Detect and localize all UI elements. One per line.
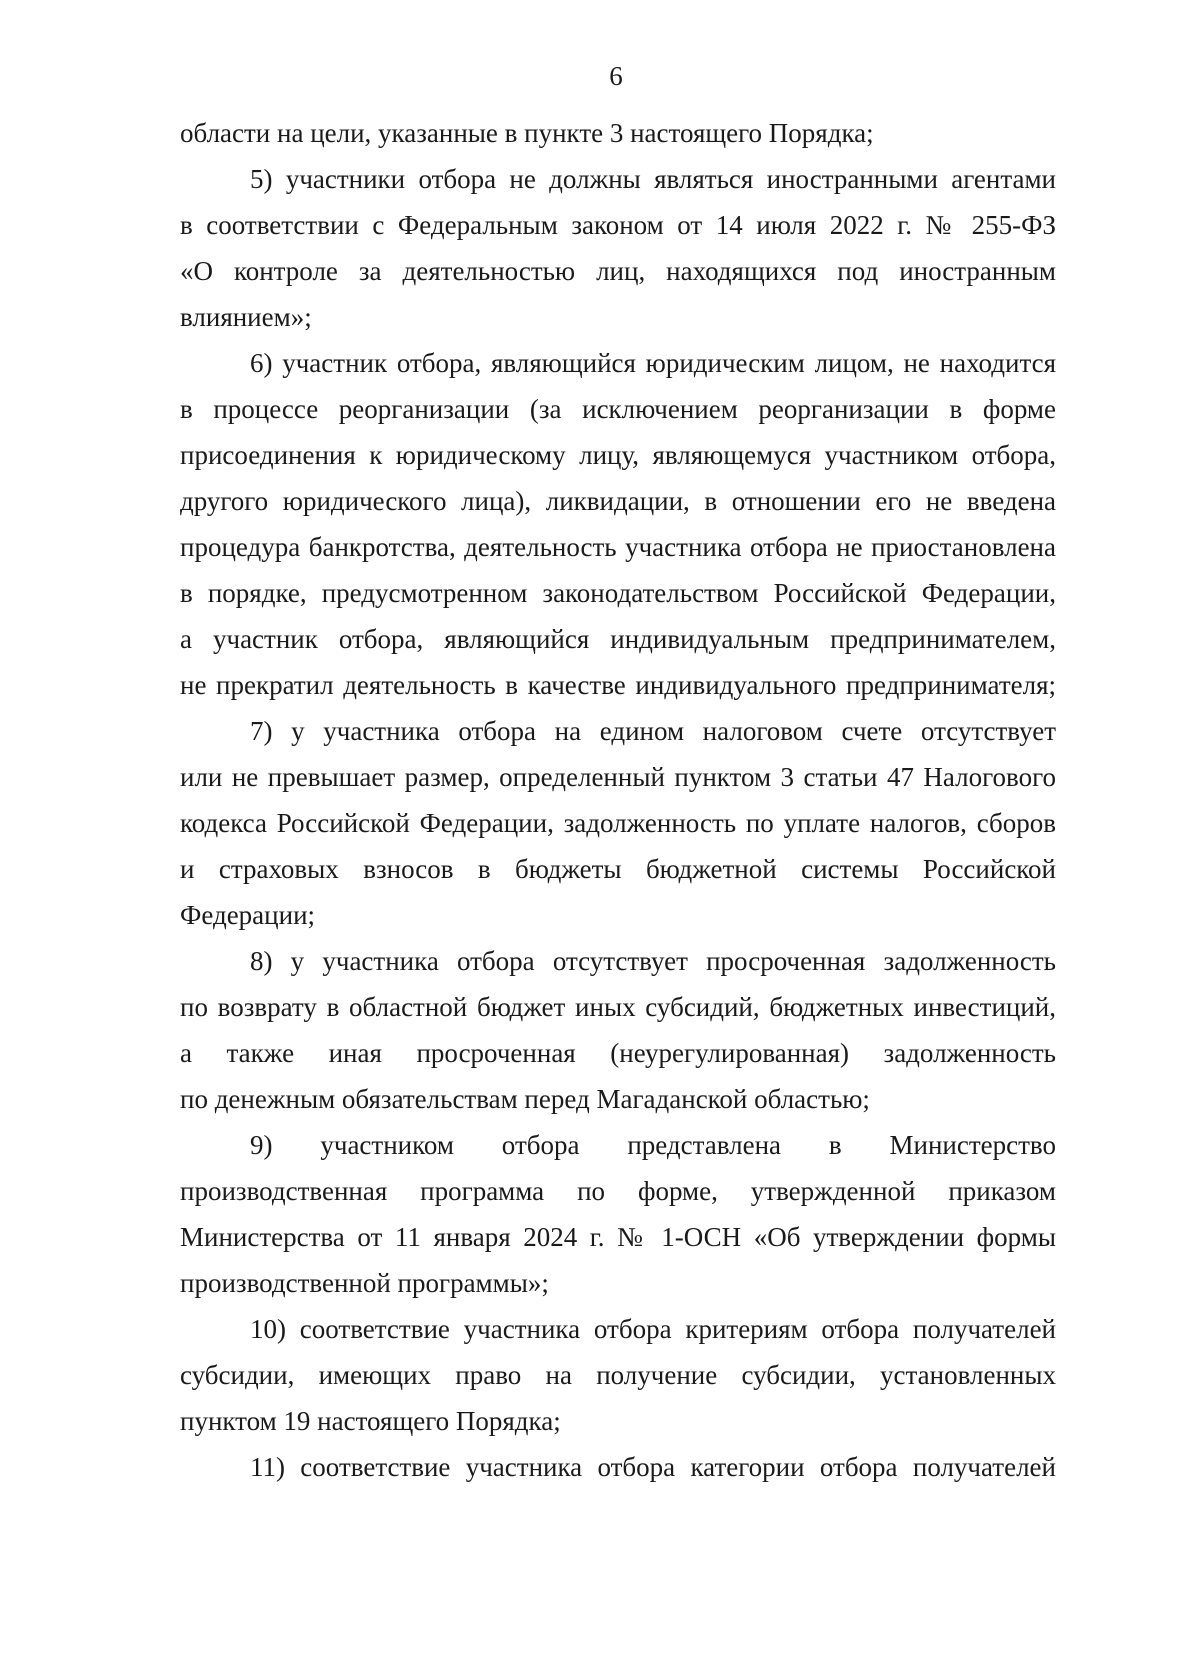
text-line: Федерации; [180, 900, 316, 930]
text-line: в порядке, предусмотренном законодательством Российской Федерации, [180, 578, 1056, 608]
text-line: субсидии, имеющих право на получение субсидии, установленных [180, 1360, 1056, 1390]
text-line: «О контроле за деятельностью лиц, находящихся под иностранным [180, 256, 1056, 286]
text-line: процедура банкротства, деятельность участника отбора не приостановлена [180, 532, 1056, 562]
text-line: производственная программа по форме, утвержденной приказом [180, 1176, 1056, 1206]
text-line: кодекса Российской Федерации, задолженность по уплате налогов, сборов [180, 808, 1056, 838]
text-line: другого юридического лица), ликвидации, в отношении его не введена [180, 486, 1056, 516]
text-line: влиянием»; [180, 302, 312, 332]
text-line: области на цели, указанные в пункте 3 настоящего Порядка; [180, 118, 874, 148]
page-number: 6 [609, 61, 623, 91]
text-line: производственной программы»; [180, 1268, 549, 1298]
text-line: присоединения к юридическому лицу, являющемуся участником отбора, [180, 440, 1056, 470]
text-line: 6) участник отбора, являющийся юридическим лицом, не находится [250, 348, 1056, 378]
text-line: 11) соответствие участника отбора категории отбора получателей [250, 1452, 1056, 1482]
text-line: по возврату в областной бюджет иных субсидий, бюджетных инвестиций, [180, 992, 1056, 1022]
text-line: Министерства от 11 января 2024 г. № 1-ОСН «Об утверждении формы [180, 1222, 1056, 1252]
text-line: или не превышает размер, определенный пунктом 3 статьи 47 Налогового [180, 762, 1056, 792]
text-line: и страховых взносов в бюджеты бюджетной системы Российской [180, 854, 1056, 884]
text-line: 8) у участника отбора отсутствует просроченная задолженность [250, 946, 1056, 976]
text-line: в процессе реорганизации (за исключением реорганизации в форме [180, 394, 1056, 424]
text-line: а также иная просроченная (неурегулированная) задолженность [180, 1038, 1056, 1068]
text-line: 5) участники отбора не должны являться иностранными агентами [250, 164, 1056, 194]
text-line: 10) соответствие участника отбора критериям отбора получателей [250, 1314, 1056, 1344]
text-line: а участник отбора, являющийся индивидуальным предпринимателем, [180, 624, 1056, 654]
text-line: в соответствии с Федеральным законом от 14 июля 2022 г. № 255-ФЗ [180, 210, 1056, 240]
text-line: по денежным обязательствам перед Магаданской областью; [180, 1084, 870, 1114]
text-line: не прекратил деятельность в качестве индивидуального предпринимателя; [180, 670, 1056, 700]
text-line: пунктом 19 настоящего Порядка; [180, 1406, 561, 1436]
text-line: 7) у участника отбора на едином налоговом счете отсутствует [250, 716, 1056, 746]
text-line: 9) участником отбора представлена в Министерство [250, 1130, 1056, 1160]
